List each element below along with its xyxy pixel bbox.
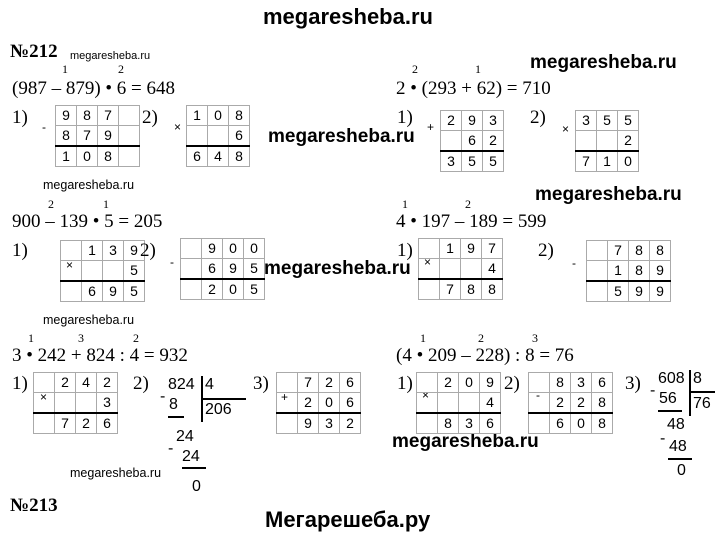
minus-sign: - [168,440,174,457]
calc-grid [416,372,501,434]
digit: 8 [229,106,250,126]
step-label: 2) [504,373,520,394]
digit: 0 [571,413,592,434]
digit: 6 [82,281,103,302]
division-subtrahend: 24 [182,448,200,465]
minus-sign: - [536,388,540,402]
times-sign: × [422,388,430,402]
digit: 5 [483,151,504,172]
digit [438,393,459,414]
digit: 5 [244,259,265,280]
digit: 1 [187,106,208,126]
digit: 9 [223,259,244,280]
minus-sign: - [572,256,576,270]
digit: 6 [340,373,361,393]
digit: 6 [462,131,483,152]
step-label: 1) [12,373,28,394]
step-label: 2) [140,240,156,261]
digit: 9 [650,281,671,302]
division-subtrahend: 8 [169,396,178,413]
division-dividend: 824 [168,376,195,393]
digit: 6 [340,393,361,414]
calc-grid [440,110,504,172]
watermark: megaresheba.ru [264,258,411,279]
times-sign: × [174,120,182,134]
division-divisor: 4 [205,376,214,393]
digit: 7 [77,126,98,147]
action-order: 2 [48,197,54,211]
expression: 900 – 139 • 5 = 205 [12,211,163,232]
digit: 8 [550,373,571,393]
site-footer: Мегарешеба.ру [265,507,431,532]
calc-grid [180,238,265,300]
digit [440,259,461,280]
digit [55,393,76,414]
digit: 2 [441,111,462,131]
digit: 2 [571,393,592,414]
action-order: 1 [62,62,68,76]
action-order: 1 [402,197,408,211]
digit: 8 [650,241,671,261]
step-label: 2) [142,107,158,128]
digit: 8 [77,106,98,126]
action-order: 1 [28,331,34,345]
action-order: 2 [465,197,471,211]
site-header: megaresheba.ru [263,4,433,29]
digit: 5 [124,281,145,302]
digit: 1 [440,239,461,259]
problem-number: №212 [10,41,58,62]
digit: 9 [103,281,124,302]
action-order: 2 [412,62,418,76]
digit: 8 [629,241,650,261]
minus-sign: - [650,382,656,399]
plus-sign: + [427,120,435,134]
digit: 1 [82,241,103,261]
digit: 8 [461,279,482,300]
digit: 3 [441,151,462,172]
digit: 0 [244,239,265,259]
step-label: 2) [133,373,149,394]
division-result: 0 [192,478,201,495]
digit: 6 [97,413,118,434]
calc-grid [186,105,250,167]
watermark: megaresheba.ru [530,52,677,73]
action-order: 1 [475,62,481,76]
digit: 6 [202,259,223,280]
digit: 0 [223,279,244,300]
minus-sign: - [660,430,666,447]
step-label: 3) [253,373,269,394]
digit: 5 [462,151,483,172]
digit: 9 [629,281,650,302]
digit: 4 [482,259,503,280]
calc-grid [55,105,140,167]
digit: 7 [440,279,461,300]
action-order: 1 [103,197,109,211]
calc-grid [418,238,503,300]
division-remainder: 48 [667,416,685,433]
digit: 8 [592,393,613,414]
times-sign: × [562,122,570,136]
digit: 1 [608,261,629,282]
digit: 3 [319,413,340,434]
digit: 3 [571,373,592,393]
digit: 2 [618,131,639,152]
step-label: 1) [12,107,28,128]
division-divisor: 8 [693,370,702,387]
digit: 2 [76,413,97,434]
calc-grid [33,372,118,434]
digit: 7 [98,106,119,126]
digit: 8 [592,413,613,434]
times-sign: × [66,258,74,272]
digit: 9 [202,239,223,259]
digit: 2 [319,373,340,393]
digit: 8 [98,146,119,167]
digit [441,131,462,152]
times-sign: × [424,255,432,269]
watermark-small: megaresheba.ru [43,313,135,327]
calc-grid [528,372,613,434]
digit: 2 [55,373,76,393]
calc-grid [575,110,639,172]
digit: 8 [482,279,503,300]
expression: 2 • (293 + 62) = 710 [396,78,551,99]
digit: 9 [650,261,671,282]
digit: 9 [124,241,145,261]
watermark: megaresheba.ru [392,431,539,452]
action-order: 2 [118,62,124,76]
step-label: 1) [397,240,413,261]
digit: 0 [77,146,98,167]
digit: 4 [480,393,501,414]
next-problem-cut: №213 [10,495,58,516]
digit: 7 [576,151,597,172]
division-subtrahend: 56 [659,390,677,407]
digit: 6 [592,373,613,393]
digit: 5 [124,261,145,282]
digit [459,393,480,414]
watermark-small: megaresheba.ru [70,466,162,480]
digit: 2 [298,393,319,414]
minus-sign: - [170,255,174,269]
digit [576,131,597,152]
digit: 1 [597,151,618,172]
digit [461,259,482,280]
division-remainder: 24 [176,428,194,445]
digit: 8 [229,146,250,167]
digit: 3 [97,393,118,414]
digit: 3 [576,111,597,131]
digit: 5 [608,281,629,302]
digit: 3 [483,111,504,131]
digit: 3 [459,413,480,434]
digit: 2 [202,279,223,300]
minus-sign: - [42,120,46,134]
step-label: 2) [530,107,546,128]
step-label: 3) [625,373,641,394]
digit: 7 [608,241,629,261]
digit: 6 [480,413,501,434]
digit: 7 [482,239,503,259]
action-order: 3 [78,331,84,345]
digit: 5 [597,111,618,131]
digit: 2 [483,131,504,152]
plus-sign: + [281,390,289,404]
watermark: megaresheba.ru [535,184,682,205]
digit: 8 [56,126,77,147]
digit: 0 [223,239,244,259]
action-order: 2 [133,331,139,345]
digit: 0 [208,106,229,126]
digit: 0 [319,393,340,414]
calc-grid [60,240,145,302]
digit: 5 [618,111,639,131]
expression: 3 • 242 + 824 : 4 = 932 [12,345,188,366]
digit [187,126,208,147]
watermark: megaresheba.ru [268,126,415,147]
digit [103,261,124,282]
digit: 0 [459,373,480,393]
step-label: 1) [397,107,413,128]
step-label: 1) [12,240,28,261]
digit [597,131,618,152]
step-label: 1) [397,373,413,394]
digit: 8 [438,413,459,434]
digit: 7 [298,373,319,393]
digit: 9 [98,126,119,147]
step-label: 2) [538,240,554,261]
digit: 9 [462,111,483,131]
division-dividend: 608 [658,370,685,387]
digit: 2 [550,393,571,414]
digit: 9 [298,413,319,434]
action-order: 3 [532,331,538,345]
digit: 3 [103,241,124,261]
digit: 6 [187,146,208,167]
digit [208,126,229,147]
division-result: 0 [677,462,686,479]
division-subtrahend: 48 [669,438,687,455]
watermark-small: megaresheba.ru [43,178,135,192]
digit: 9 [461,239,482,259]
digit: 5 [244,279,265,300]
digit: 0 [618,151,639,172]
digit: 6 [229,126,250,147]
division-quotient: 76 [693,395,711,412]
digit: 8 [629,261,650,282]
digit: 4 [76,373,97,393]
expression: 4 • 197 – 189 = 599 [396,211,547,232]
division-quotient: 206 [205,401,232,418]
calc-grid [276,372,361,434]
expression: (4 • 209 – 228) : 8 = 76 [396,345,574,366]
digit: 9 [56,106,77,126]
action-order: 2 [478,331,484,345]
digit: 2 [97,373,118,393]
digit: 2 [340,413,361,434]
calc-grid [586,240,671,302]
digit: 2 [438,373,459,393]
problem-number-watermark: megaresheba.ru [70,50,151,62]
expression: (987 – 879) • 6 = 648 [12,78,176,99]
digit [82,261,103,282]
digit: 9 [480,373,501,393]
digit: 6 [550,413,571,434]
digit: 1 [56,146,77,167]
times-sign: × [40,390,48,404]
digit: 7 [55,413,76,434]
action-order: 1 [420,331,426,345]
digit: 4 [208,146,229,167]
digit [76,393,97,414]
minus-sign: - [160,388,166,405]
